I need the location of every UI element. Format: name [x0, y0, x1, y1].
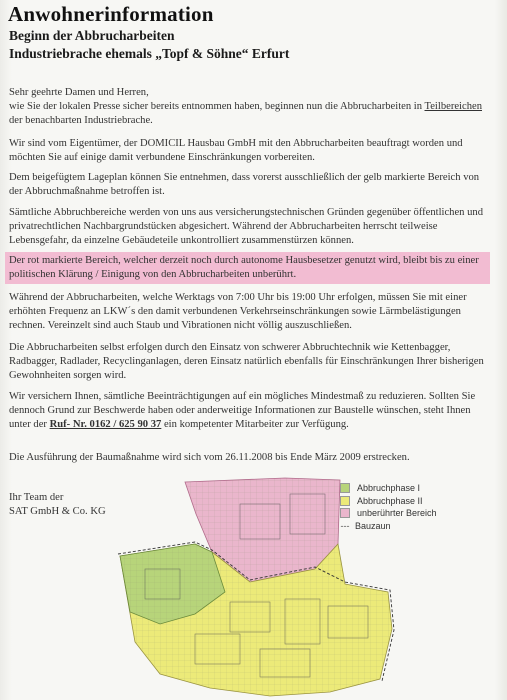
paragraph-owner: Wir sind vom Eigentümer, der DOMICIL Hausbau GmbH mit den Abbrucharbeiten beauftragt worden und möchten Sie auf einige damit verbundene Einschränkungen vorbereiten.: [9, 138, 463, 164]
legend-item-phase-2: [340, 495, 480, 508]
salutation: Sehr geehrte Damen und Herren,: [9, 87, 149, 98]
document-subtitle-2: Industriebrache ehemals „Topf & Söhne“ Erfurt: [9, 46, 290, 61]
legend-label: unberührter Bereich: [357, 508, 437, 519]
signature-line-2: SAT GmbH & Co. KG: [9, 506, 106, 518]
paragraph-intro-text-a: wie Sie der lokalen Presse sicher bereits entnommen haben, beginnen nun die Abbrucharbeiten in: [9, 101, 425, 112]
signature-line-1: Ihr Team der: [9, 492, 64, 503]
paragraph-safety: Sämtliche Abbruchbereiche werden von uns aus versicherungstechnischen Gründen gegenüber öffentlichen und privatrechtlichen Nachbargrundstücken abgesichert. Während der Abbrucharbeiten herrscht teilweise Lebensgefahr, da einzelne Gebäudeteile unkontrolliert zusammenstürzen können.: [9, 207, 484, 247]
document-title: Anwohnerinformation: [8, 2, 214, 26]
legend-item-fence: [340, 520, 480, 533]
paragraph-siteplan: Dem beigefügtem Lageplan können Sie entnehmen, dass vorerst ausschließlich der gelb markierte Bereich von der Abbruchmaßnahme betroffen ist.: [9, 172, 480, 198]
paragraph-contact-text-a: Wir versichern Ihnen, sämtliche Beeinträchtigungen auf ein mögliches Mindestmaß zu reduzieren. Sollten Sie dennoch Grund zur Beschwerde haben oder anderweitige Informationen zur Baustelle wünschen, steht Ihnen unter der: [9, 391, 476, 431]
paragraph-intro-text-b: der benachbarten Industriebrache.: [9, 115, 153, 127]
legend-label: Bauzaun: [355, 520, 391, 531]
paragraph-contact-text-b: ein kompetenter Mitarbeiter zur Verfügung.: [161, 419, 349, 431]
fence-dash-icon: ---: [340, 520, 350, 531]
legend-swatch-pink: [340, 508, 350, 518]
legend-label: Abbruchphase I: [357, 483, 421, 494]
paragraph-schedule: Die Ausführung der Baumaßnahme wird sich vom 26.11.2008 bis Ende März 2009 erstrecken.: [9, 452, 410, 463]
map-legend: [340, 482, 480, 532]
legend-item-phase-1: [340, 482, 480, 495]
highlighted-paragraph-red-area: Der rot markierte Bereich, welcher derzeit noch durch autonome Hausbesetzer genutzt wird, bleibt bis zu einer politischen Klärung / Einigung von den Abbrucharbeiten unberührt.: [5, 252, 490, 284]
legend-swatch-green: [340, 483, 350, 493]
paragraph-intro: [9, 100, 489, 128]
paragraph-contact: [9, 390, 489, 433]
paragraph-machinery: Die Abbrucharbeiten selbst erfolgen durch den Einsatz von schwerer Abbruchtechnik wie Kettenbagger, Radbagger, Radlader, Recyclinganlagen, deren Einsatz natürlich ebenfalls für Einschränkungen Ihrer bisherigen Gewohnheiten sorgen wird.: [9, 342, 484, 382]
paragraph-working-hours: Während der Abbrucharbeiten, welche Werktags von 7:00 Uhr bis 19:00 Uhr erfolgen, müssen Sie mit einer erhöhten Frequenz an LKW´s den damit verbundenen Verkehrseinschränkungen sowie Lärmbelästigungen rechnen. Vereinzelt sind auch Staub und Vibrationen nicht völlig auszuschließen.: [9, 292, 467, 332]
legend-item-untouched: [340, 507, 480, 520]
underlined-term: Teilbereichen: [424, 101, 482, 112]
document-subtitle-1: Beginn der Abbrucharbeiten: [9, 28, 175, 43]
legend-label: Abbruchphase II: [357, 495, 423, 506]
phone-number: Ruf- Nr. 0162 / 625 90 37: [49, 419, 162, 431]
legend-swatch-yellow: [340, 496, 350, 506]
